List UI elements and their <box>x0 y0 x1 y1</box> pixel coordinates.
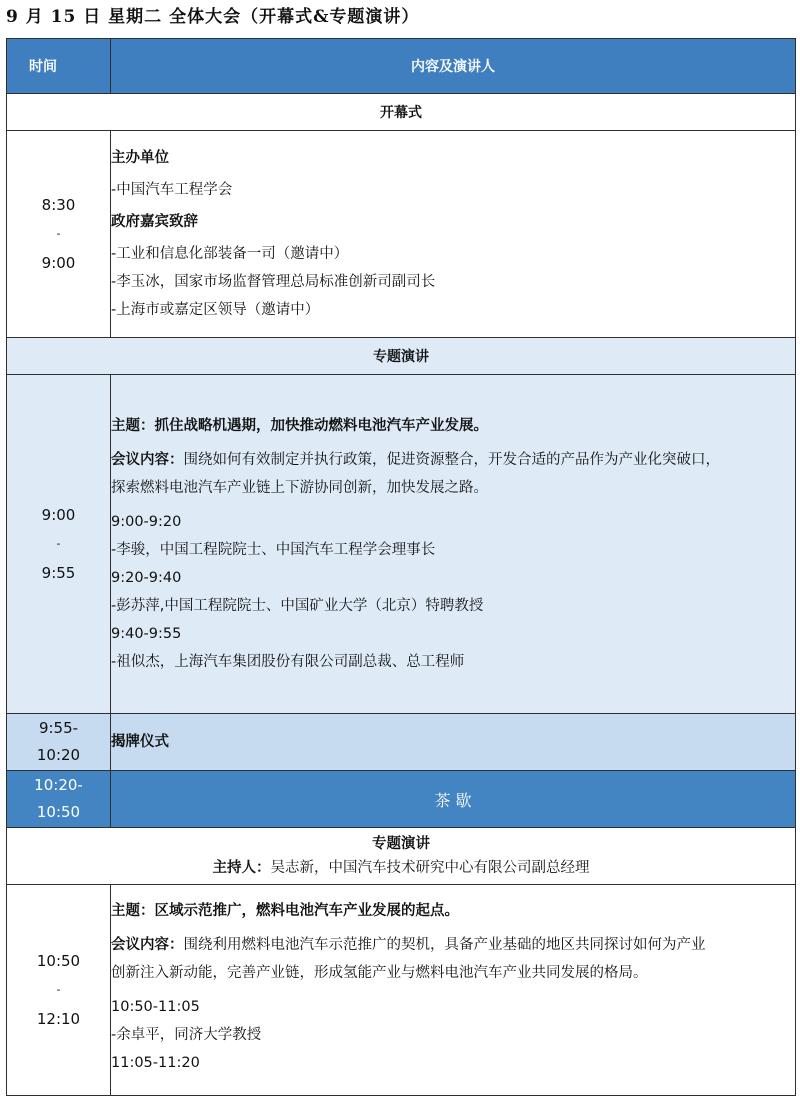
opening-content <box>111 131 796 338</box>
section-speech-2-title: 专题演讲 <box>372 836 430 852</box>
host-label: 主持人： <box>212 860 271 876</box>
speech-1-content <box>111 375 796 714</box>
tea-break-label: 茶 歇 <box>111 771 796 828</box>
speech-1-topic <box>111 412 795 440</box>
speech-1-time-end: 9:55 <box>41 564 76 582</box>
speech-2-row <box>7 885 796 1096</box>
topic-text: 区域示范推广，燃料电池汽车产业发展的起点。 <box>154 903 459 919</box>
ceremony-label: 揭牌仪式 <box>111 714 796 771</box>
topic-label: 主题： <box>111 418 155 434</box>
speech-1-time-start: 9:00 <box>41 506 76 524</box>
tea-break-time-line2: 10:50 <box>36 803 81 821</box>
list-item: 10:50-11:05 <box>111 999 200 1015</box>
speech-1-time <box>7 375 111 714</box>
list-item: 9:20-9:40 <box>111 570 182 586</box>
ceremony-time <box>7 714 111 771</box>
list-item: -余卓平，同济大学教授 <box>111 1027 262 1043</box>
speech-2-time-start: 10:50 <box>36 952 81 970</box>
topic-label: 主题： <box>111 903 155 919</box>
ceremony-time-line1: 9:55- <box>38 719 79 737</box>
content-label: 会议内容： <box>111 452 184 468</box>
ceremony-time-line2: 10:20 <box>36 746 81 764</box>
speech-1-time-dash: - <box>56 537 61 550</box>
gov-item: -上海市或嘉定区领导（邀请中） <box>111 302 320 318</box>
gov-item: -李玉冰，国家市场监督管理总局标准创新司副司长 <box>111 274 436 290</box>
ceremony-row <box>7 714 796 771</box>
gov-item: -工业和信息化部装备一司（邀请中） <box>111 246 349 262</box>
speech-2-topic <box>111 897 795 925</box>
speech-1-row <box>7 375 796 714</box>
section-opening-title: 开幕式 <box>7 94 796 131</box>
content-line: 探索燃料电池汽车产业链上下游协同创新，加快发展之路。 <box>111 480 488 496</box>
section-speech-1 <box>7 338 796 375</box>
topic-text: 抓住战略机遇期，加快推动燃料电池汽车产业发展。 <box>154 418 488 434</box>
header-time: 时间 <box>7 39 111 94</box>
list-item: 11:05-11:20 <box>111 1055 200 1071</box>
section-speech-2-header <box>7 828 796 885</box>
content-line: 创新注入新动能，完善产业链，形成氢能产业与燃料电池汽车产业共同发展的格局。 <box>111 965 648 981</box>
section-speech-1-title: 专题演讲 <box>7 338 796 375</box>
organizer-label: 主办单位 <box>111 150 169 166</box>
tea-break-row <box>7 771 796 828</box>
table-header <box>7 39 796 94</box>
host-line <box>7 856 795 880</box>
opening-time-dash: - <box>56 227 61 240</box>
speech-2-description <box>111 931 795 959</box>
list-item: 9:00-9:20 <box>111 514 182 530</box>
content-line: 围绕利用燃料电池汽车示范推广的契机，具备产业基础的地区共同探讨如何为产业 <box>183 937 706 953</box>
header-content: 内容及演讲人 <box>111 39 796 94</box>
gov-label: 政府嘉宾致辞 <box>111 214 198 230</box>
tea-break-time-line1: 10:20- <box>34 776 83 794</box>
section-opening <box>7 94 796 131</box>
speech-2-time <box>7 885 111 1096</box>
list-item: -彭苏萍,中国工程院院士、中国矿业大学（北京）特聘教授 <box>111 598 484 614</box>
speech-2-content <box>111 885 796 1096</box>
opening-time-start: 8:30 <box>41 196 76 214</box>
content-label: 会议内容： <box>111 937 184 953</box>
speech-2-time-end: 12:10 <box>36 1010 81 1028</box>
list-item: -祖似杰，上海汽车集团股份有限公司副总裁、总工程师 <box>111 654 465 670</box>
opening-time <box>7 131 111 338</box>
opening-time-end: 9:00 <box>41 254 76 272</box>
speech-1-description <box>111 446 795 474</box>
host-name: 吴志新，中国汽车技术研究中心有限公司副总经理 <box>270 860 590 876</box>
speech-2-time-dash: - <box>56 983 61 996</box>
section-speech-2 <box>7 828 796 885</box>
organizer-name: -中国汽车工程学会 <box>111 182 233 198</box>
tea-break-time <box>7 771 111 828</box>
list-item: 9:40-9:55 <box>111 626 182 642</box>
opening-row <box>7 131 796 338</box>
agenda-table <box>6 38 796 1096</box>
content-line: 围绕如何有效制定并执行政策，促进资源整合，开发合适的产品作为产业化突破口， <box>183 452 720 468</box>
page-title: 9 月 15 日 星期二 全体大会（开幕式&专题演讲） <box>6 7 420 27</box>
list-item: -李骏，中国工程院院士、中国汽车工程学会理事长 <box>111 542 436 558</box>
